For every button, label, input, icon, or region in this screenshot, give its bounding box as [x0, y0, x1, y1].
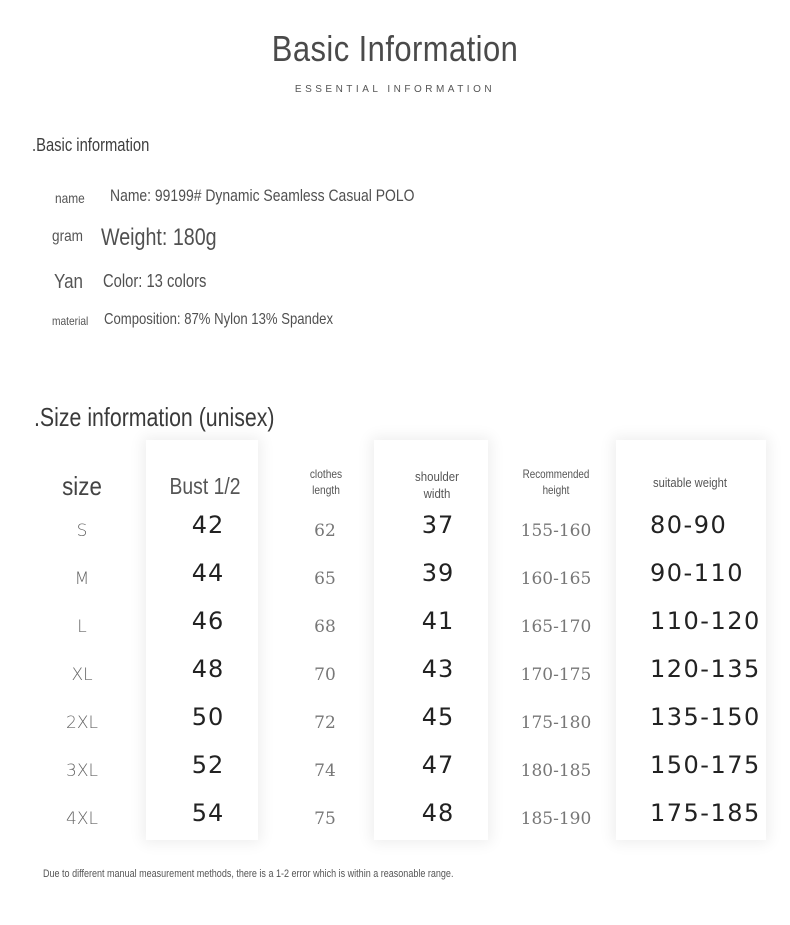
column-shade-bust	[146, 440, 258, 840]
size-cell: S	[76, 521, 88, 541]
header-shoulder-width: shoulder width	[415, 469, 459, 501]
shoulder-width-cell: 37	[421, 511, 455, 539]
suitable-weight-cell: 110-120	[650, 607, 761, 635]
basic-info-heading: .Basic information	[32, 135, 150, 155]
page-title: Basic Information	[271, 28, 519, 69]
size-info-heading: .Size information (unisex)	[34, 402, 275, 432]
suitable-weight-cell: 135-150	[650, 703, 761, 731]
gram-label: gram	[52, 228, 83, 245]
size-cell: XL	[71, 665, 93, 685]
suitable-weight-cell: 90-110	[650, 559, 745, 587]
name-label: name	[55, 190, 85, 206]
clothes-length-cell: 68	[314, 617, 336, 637]
clothes-length-cell: 70	[314, 665, 336, 685]
suitable-weight-cell: 150-175	[650, 751, 761, 779]
recommended-height-cell: 180-185	[520, 761, 592, 781]
clothes-length-cell: 75	[314, 809, 336, 829]
clothes-length-cell: 62	[314, 521, 336, 541]
suitable-weight-cell: 120-135	[650, 655, 761, 683]
clothes-length-cell: 74	[314, 761, 336, 781]
bust-cell: 48	[191, 655, 225, 683]
shoulder-width-cell: 47	[421, 751, 455, 779]
recommended-height-cell: 175-180	[520, 713, 592, 733]
clothes-length-cell: 65	[314, 569, 336, 589]
bust-cell: 50	[191, 703, 225, 731]
bust-cell: 42	[191, 511, 225, 539]
size-cell: 2XL	[66, 713, 98, 733]
size-cell: 3XL	[66, 761, 98, 781]
color-label: Yan	[54, 271, 83, 293]
recommended-height-cell: 155-160	[520, 521, 592, 541]
size-cell: L	[77, 617, 87, 637]
material-value: Composition: 87% Nylon 13% Spandex	[104, 311, 334, 328]
recommended-height-cell: 165-170	[520, 617, 592, 637]
size-cell: 4XL	[66, 809, 98, 829]
bust-cell: 52	[191, 751, 225, 779]
header-recommended-height: Recommended height	[522, 467, 590, 497]
recommended-height-cell: 170-175	[520, 665, 592, 685]
recommended-height-cell: 185-190	[520, 809, 592, 829]
header-suitable-weight: suitable weight	[653, 475, 727, 490]
name-value: Name: 99199# Dynamic Seamless Casual POLO	[110, 186, 415, 205]
clothes-length-cell: 72	[314, 713, 336, 733]
bust-cell: 44	[191, 559, 225, 587]
shoulder-width-cell: 45	[421, 703, 455, 731]
page-subtitle: ESSENTIAL INFORMATION	[294, 84, 496, 95]
measurement-note: Due to different manual measurement methods, there is a 1-2 error which is within a reasonable range.	[43, 868, 454, 880]
bust-cell: 54	[191, 799, 225, 827]
shoulder-width-cell: 43	[421, 655, 455, 683]
recommended-height-cell: 160-165	[520, 569, 592, 589]
bust-cell: 46	[191, 607, 225, 635]
shoulder-width-cell: 39	[421, 559, 455, 587]
header-clothes-length: clothes length	[309, 467, 343, 497]
header-bust: Bust 1/2	[169, 473, 241, 499]
suitable-weight-cell: 175-185	[650, 799, 761, 827]
weight-value: Weight: 180g	[101, 224, 217, 251]
suitable-weight-cell: 80-90	[650, 511, 728, 539]
material-label: material	[52, 314, 89, 328]
size-cell: M	[74, 569, 90, 589]
color-value: Color: 13 colors	[103, 271, 207, 291]
header-size: size	[62, 471, 102, 501]
column-shade-weight	[616, 440, 766, 840]
shoulder-width-cell: 41	[421, 607, 455, 635]
shoulder-width-cell: 48	[421, 799, 455, 827]
